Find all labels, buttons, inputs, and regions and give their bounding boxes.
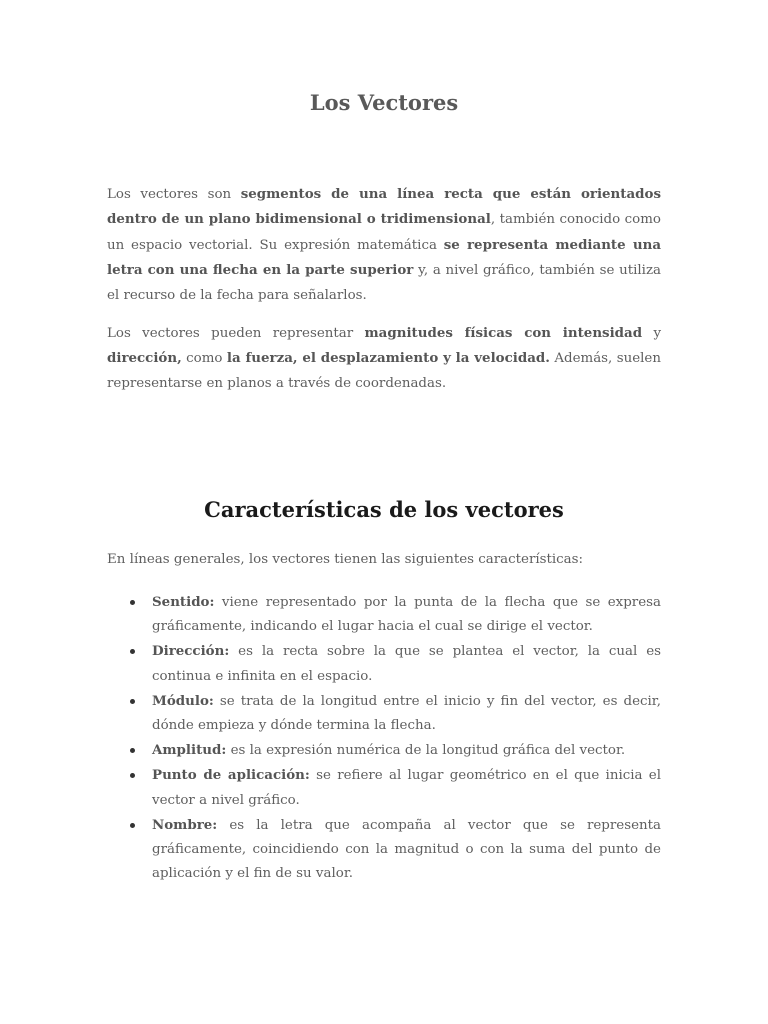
bullet-icon bbox=[130, 600, 135, 605]
list-item-text: se trata de la longitud entre el inicio y fin del vector, es decir, dónde empieza y dónde termina la flecha. bbox=[152, 693, 661, 734]
list-item bbox=[107, 639, 661, 688]
list-item-text: es la expresión numérica de la longitud gráfica del vector. bbox=[226, 743, 626, 759]
characteristics-list bbox=[107, 590, 661, 886]
list-item-term: Nombre: bbox=[152, 816, 218, 833]
list-item-term: Dirección: bbox=[152, 643, 230, 660]
paragraph-text: Los vectores son bbox=[107, 187, 241, 202]
section-intro: En líneas generales, los vectores tienen las siguientes características: bbox=[107, 552, 584, 567]
bullet-icon bbox=[130, 699, 135, 704]
bullet-icon bbox=[130, 823, 135, 828]
paragraph-text: como bbox=[181, 351, 227, 367]
paragraph-bold-text: magnitudes físicas con intensidad bbox=[364, 325, 643, 341]
list-item-text: es la recta sobre la que se plantea el vector, la cual es continua e infinita en el espacio. bbox=[152, 644, 661, 684]
paragraph-text: y bbox=[642, 326, 662, 341]
magnitudes-paragraph bbox=[107, 321, 661, 396]
list-item bbox=[107, 590, 661, 639]
paragraph-text: y, a nivel gráfico, también se utiliza el recurso de la fecha para señalarlos. bbox=[107, 263, 661, 303]
paragraph-bold-text: segmentos de una línea recta que están orientados dentro de un plano bidimensional o tridimensional bbox=[107, 186, 661, 228]
list-item-text: viene representado por la punta de la flecha que se expresa gráficamente, indicando el lugar hacia el cual se dirige el vector. bbox=[152, 595, 661, 635]
section-title: Características de los vectores bbox=[204, 497, 564, 522]
list-item bbox=[107, 738, 661, 763]
bullet-icon bbox=[130, 748, 135, 753]
paragraph-text: Los vectores pueden representar bbox=[107, 326, 365, 341]
bullet-icon bbox=[130, 649, 135, 654]
bullet-icon bbox=[130, 773, 135, 778]
list-item-text: es la letra que acompaña al vector que se representa gráficamente, coincidiendo con la magnitud o con la suma del punto de aplicación y el fin de su valor. bbox=[152, 817, 661, 882]
list-item bbox=[107, 813, 661, 887]
list-item bbox=[107, 763, 661, 812]
paragraph-bold-text: dirección, bbox=[107, 350, 182, 367]
list-item-term: Sentido: bbox=[152, 594, 215, 610]
page-title: Los Vectores bbox=[309, 90, 459, 115]
list-item bbox=[107, 689, 661, 738]
paragraph-bold-text: se representa mediante una letra con una flecha en la parte superior bbox=[107, 236, 661, 279]
list-item-term: Amplitud: bbox=[152, 742, 227, 759]
paragraph-text: , también conocido como un espacio vectorial. Su expresión matemática bbox=[107, 212, 661, 253]
intro-paragraph bbox=[107, 182, 661, 308]
list-item-term: Punto de aplicación: bbox=[152, 767, 310, 784]
paragraph-text: Además, suelen representarse en planos a través de coordenadas. bbox=[107, 351, 661, 391]
list-item-term: Módulo: bbox=[152, 692, 214, 709]
paragraph-bold-text: la fuerza, el desplazamiento y la velocidad. bbox=[226, 350, 550, 367]
list-item-text: se refiere al lugar geométrico en el que inicia el vector a nivel gráfico. bbox=[152, 768, 661, 808]
